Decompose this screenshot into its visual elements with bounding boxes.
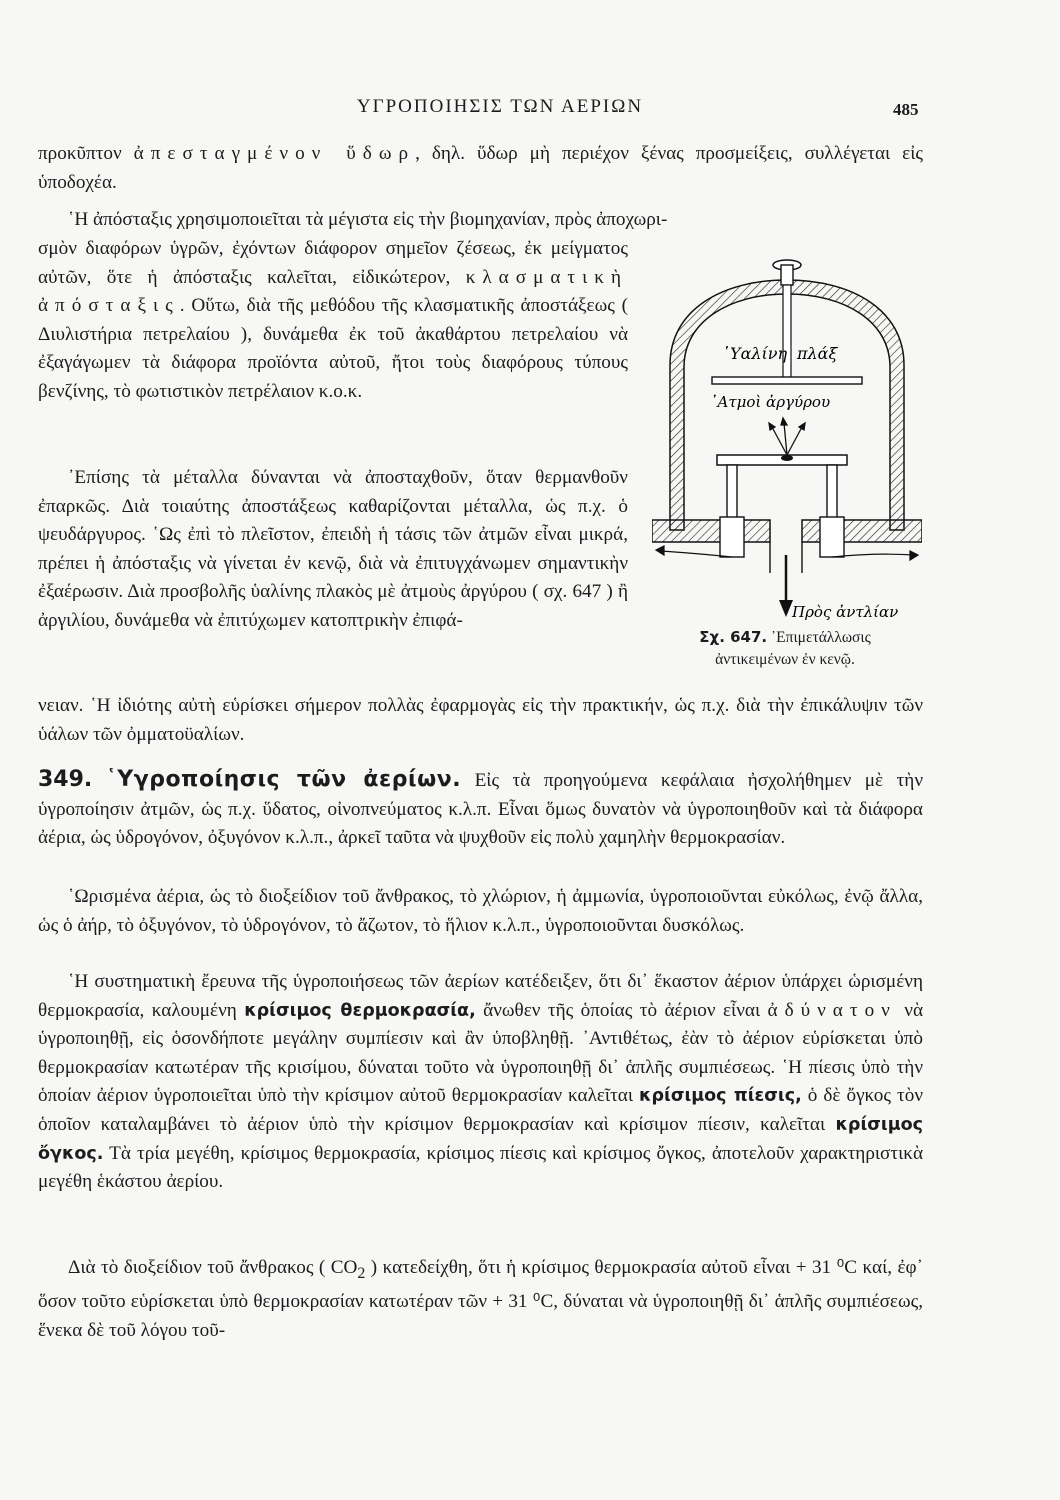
paragraph-industry-line: ῾Η ἀπόσταξις χρησιμοποιεῖται τὰ μέγιστα εἰς τὴν βιομηχανίαν, πρὸς ἀποχωρι- <box>68 209 668 230</box>
label-glass-plate-2: πλάξ <box>797 344 838 363</box>
co2-subscript: 2 <box>357 1264 366 1282</box>
vapor-arrows <box>769 418 805 455</box>
paragraph-gases-ease: ῾Ωρισμένα ἀέρια, ὡς τὸ διοξείδιον τοῦ ἄνθρακος, τὸ χλώριον, ἡ ἀμμωνία, ὑγροποιοῦνται εὐκόλως, ἐνῷ ἄλλα, ὡς ὁ ἀήρ, τὸ ὀξυγόνον, τὸ ὑδρογόνον, τὸ ἄζωτον, τὸ ἥλιον κ.λ.π., ὑγροποιοῦνται δυσκόλως. <box>38 886 923 936</box>
caption-number: Σχ. 647. <box>699 628 768 646</box>
spaced-term-impossible: ἀδύνατον <box>767 999 897 1021</box>
section-title: ῾Υγροποίησις τῶν ἀερίων. <box>105 767 462 792</box>
label-to-pump: Πρὸς ἀντλίαν <box>792 603 899 621</box>
figure-caption: Σχ. 647. ᾿Επιμετάλλωσις ἀντικειμένων ἐν κενῷ. <box>699 628 871 668</box>
term-critical-pressure: κρίσιμος πίεσις, <box>639 1086 802 1107</box>
figure-647-vacuum-metallization <box>652 255 922 630</box>
running-header: ΥΓΡΟΠΟΙΗΣΙΣ ΤΩΝ ΑΕΡΙΩΝ <box>356 96 644 117</box>
page-number: 485 <box>893 100 919 119</box>
label-glass-plate-1: ῾Υαλίνη <box>722 344 788 363</box>
term-critical-volume: κρίσιμος ὄγκος. <box>38 1114 923 1164</box>
section-number: 349. <box>38 767 93 792</box>
paragraph-metals-distillation: ᾿Επίσης τὰ μέταλλα δύνανται νὰ ἀποσταχθοῦν, ὅταν θερμανθοῦν ἐπαρκῶς. Διὰ τοιαύτης ἀποστάξεως καθαρίζονται μέταλλα, ὡς π.χ. ὁ ψευδάργυρος. ῾Ως ἐπὶ τὸ πλεῖστον, ἐπειδὴ ἡ τάσις τῶν ἀτμῶν εἶναι μικρά, πρέπει ἡ ἀπόσταξις νὰ γίνεται ἐν κενῷ, διὰ νὰ ἐπιτυγχάνωμεν σημαντικὴν ἐξαέρωσιν. Διὰ προσβολῆς ὑαλίνης πλακὸς μὲ ἀτμοὺς ἀργύρου ( σχ. 647 ) ἢ ἀργιλίου, δυνάμεθα νὰ ἐπιτύχωμεν κατοπτρικὴν ἐπιφά- <box>38 467 628 631</box>
paragraph-distilled-water: προκῦπτον ἀπεσταγμένον ὕδωρ, δηλ. ὕδωρ μὴ περιέχον ξένας προσμείξεις, συλλέγεται εἰς ὑποδοχέα. <box>38 143 923 193</box>
label-silver-vapor: ᾿Ατμοὶ ἀργύρου <box>710 393 831 411</box>
paragraph-metals-end: νειαν. ῾Η ἰδιότης αὐτὴ εὑρίσκει σήμερον πολλὰς ἐφαρμογὰς εἰς τὴν πρακτικήν, ὡς π.χ. διὰ τὴν ἐπικάλυψιν τῶν ὑάλων τῶν ὀμματοϋαλίων. <box>38 695 923 745</box>
spaced-term-fractional: κλασματικὴ ἀπόσταξις <box>38 266 628 317</box>
glass-plate <box>712 377 862 384</box>
pump-arrow <box>779 555 793 617</box>
crucible-stand <box>717 455 847 520</box>
spaced-term-distilled-water: ἀπεσταγμένον ὕδωρ <box>133 143 416 164</box>
paragraph-co2: Διὰ τὸ διοξείδιον τοῦ ἄνθρακος ( $CO_2$ ) κατεδείχθη, ὅτι ἡ κρίσιμος θερμοκρασία αὐτοῦ εἶναι + 31 ⁰C καί, ἐφ᾿ ὅσον τοῦτο εὑρίσκεται ὑπὸ θερμοκρασίαν κατωτέραν τῶν + 31 ⁰C, δύναται νὰ ὑγροποιηθῇ δι᾿ ἁπλῆς συμπιέσεως, ἕνεκα δὲ τοῦ λόγου τοῦ- <box>38 1257 923 1342</box>
section-349-intro: 349. ῾Υγροποίησις τῶν ἀερίων. Εἰς τὰ προηγούμενα κεφάλαια ἠσχολήθημεν μὲ τὴν ὑγροποίησιν ἀτμῶν, ὡς π.χ. ὕδατος, οἰνοπνεύματος κ.λ.π. Εἶναι ὅμως δυνατὸν νὰ ὑγροποιηθοῦν καὶ τὰ διάφορα ἀέρια, ὡς ὑδρογόνον, ὀξυγόνον κ.λ.π., ἀρκεῖ ταῦτα νὰ ψυχθοῦν εἰς πολὺ χαμηλὴν θερμοκρασίαν. <box>38 767 924 849</box>
paragraph-critical-values: ῾Η συστηματικὴ ἔρευνα τῆς ὑγροποιήσεως τῶν ἀερίων κατέδειξεν, ὅτι δι᾿ ἕκαστον ἀέριον ὑπάρχει ὡρισμένη θερμοκρασία, καλουμένη κρίσιμος θερμοκρασία, ἄνωθεν τῆς ὁποίας τὸ ἀέριον εἶναι ἀδύνατον νὰ ὑγροποιηθῇ, εἰς ὁσονδήποτε μεγάλην συμπίεσιν καὶ ἂν ὑποβληθῇ. ᾿Αντιθέτως, ἐὰν τὸ ἀέριον εὑρίσκεται ὑπὸ θερμοκρασίαν κατωτέραν τῆς κρισίμου, δύναται τοῦτο νὰ ὑγροποιηθῇ δι᾿ ἁπλῆς συμπιέσεως. ῾Η πίεσις ὑπὸ τὴν ὁποίαν ἀέριον ὑγροποιεῖται ὑπὸ τὴν κρίσιμον αὐτοῦ θερμοκρασίαν καλεῖται κρίσιμος πίεσις, ὁ δὲ ὄγκος τὸν ὁποῖον καταλαμβάνει τὸ ἀέριον ὑπὸ τὴν κρίσιμον θερμοκρασίαν καὶ κρίσιμον πίεσιν, καλεῖται κρίσιμος ὄγκος. Τὰ τρία μεγέθη, κρίσιμος θερμοκρασία, κρίσιμος πίεσις καὶ κρίσιμος ὄγκος, ἀποτελοῦν χαρακτηριστικὰ μεγέθη ἑκάστου ἀερίου. <box>38 971 923 1193</box>
paragraph-fractional-distillation: σμὸν διαφόρων ὑγρῶν, ἐχόντων διάφορον σημεῖον ζέσεως, ἐκ μείγματος αὐτῶν, ὅτε ἡ ἀπόσταξις καλεῖται, εἰδικώτερον, κλασματικὴ ἀπόσταξις. Οὕτω, διὰ τῆς μεθόδου τῆς κλασματικῆς ἀποστάξεως ( Διυλιστήρια πετρελαίου ), δυνάμεθα ἐκ τοῦ ἀκαθάρτου πετρελαίου νὰ ἐξαγάγωμεν τὰ διάφορα προϊόντα αὐτοῦ, ἤτοι τοὺς διαφόρους τύπους βενζίνης, τὸ φωτιστικὸν πετρέλαιον κ.ο.κ. <box>38 238 628 402</box>
term-critical-temperature: κρίσιμος θερμοκρασία, <box>244 1000 476 1021</box>
